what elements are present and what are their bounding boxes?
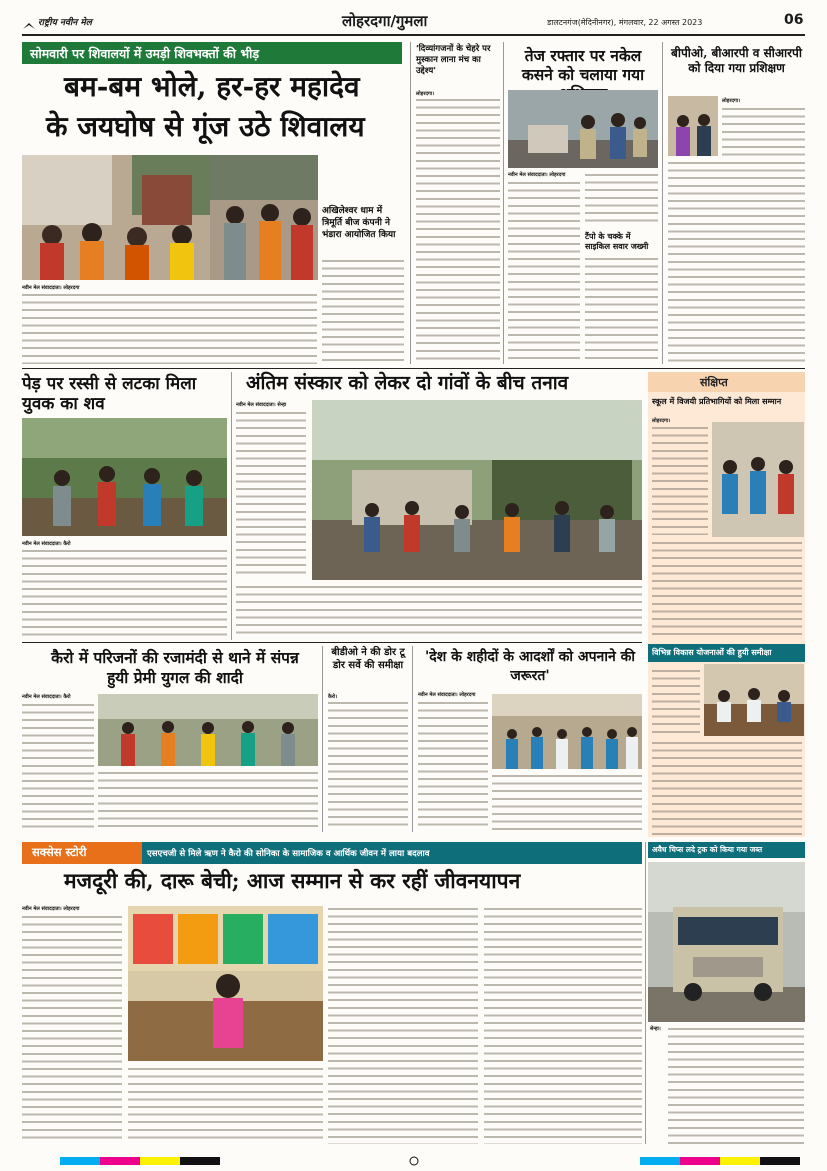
- brief-label: संक्षिप्त: [700, 376, 728, 389]
- lead-side-body: [322, 258, 404, 364]
- lead-headline-2: के जयघोष से गूंज उठे शिवालय: [46, 110, 365, 143]
- brief-photo-meeting: [704, 664, 804, 736]
- hanging-headline: पेड़ पर रस्सी से लटका मिला युवक का शव: [22, 374, 197, 414]
- paper-logo-icon: [22, 16, 36, 26]
- marriage-body-right: [98, 770, 318, 830]
- bdo-headline: बीडीओ ने की डोर टू डोर सर्वे की समीक्षा: [331, 647, 405, 671]
- martyrs-body-left: [418, 700, 488, 830]
- brief-dateline: लोहरदगा।: [652, 418, 671, 424]
- hanging-byline: नवीन मेल संवाददाता। कैरो: [22, 541, 71, 547]
- success-body-4: [484, 906, 642, 1144]
- success-byline: नवीन मेल संवाददाता। लोहरदगा: [22, 906, 80, 912]
- success-headline: मजदूरी की, दारू बेची; आज सम्मान से कर रहीं जीवनयापन: [64, 868, 521, 893]
- success-photo-shop: [128, 906, 323, 1061]
- funeral-body-left: [236, 410, 306, 578]
- bdo-dateline: कैरो।: [328, 694, 338, 700]
- success-body-1: [22, 914, 122, 1144]
- nakel-subhead: टैंपो के चक्के में साइकिल सवार जख्मी: [585, 231, 649, 251]
- bpo-photo: [668, 96, 718, 156]
- brief-body: [652, 540, 802, 640]
- brief-body-left: [652, 425, 708, 535]
- dateline: डालटनगंज(मेदिनीनगर), मंगलवार, 22 अगस्त 2023: [547, 18, 703, 27]
- page-number: 06: [784, 12, 804, 28]
- martyrs-headline: 'देश के शहीदों के आदर्शों को अपनाने की जरूरत': [425, 649, 635, 684]
- lead-photo-bhandara: [210, 155, 318, 280]
- lead-side-headline: अखिलेश्वर धाम में त्रिमूर्ति बीज कंपनी ने भंडारा आयोजित किया: [322, 206, 396, 240]
- marriage-headline: कैरो में परिजनों की रजामंदी से थाने में संपन्न हुयी प्रेमी युगल की शादी: [51, 648, 299, 687]
- martyrs-body-right: [492, 773, 642, 830]
- brief-headline: स्कूल में विजयी प्रतिभागियों को मिला सम्मान: [652, 396, 782, 406]
- success-body-2: [128, 1066, 323, 1144]
- funeral-headline: अंतिम संस्कार को लेकर दो गांवों के बीच तनाव: [246, 372, 569, 394]
- bpo-dateline: लोहरदगा।: [722, 98, 741, 104]
- disabled-headline: 'दिव्यांगजनों के चेहरे पर मुस्कान लाना मंच का उद्देश्य': [416, 44, 491, 76]
- nakel-body-left: [508, 180, 580, 364]
- lead-body: [22, 292, 317, 364]
- marriage-photo: [98, 694, 318, 766]
- martyrs-byline: नवीन मेल संवाददाता। लोहरदगा: [418, 692, 476, 698]
- marriage-body-left: [22, 702, 94, 830]
- success-strap: एसएचजी से मिले ऋण ने कैरो की सोनिका के सामाजिक व आर्थिक जीवन में लाया बदलाव: [147, 849, 430, 859]
- nakel-headline: तेज रफ्तार पर नकेल कसने को चलाया गया: [521, 46, 645, 84]
- hanging-photo: [22, 418, 227, 536]
- hanging-body: [22, 548, 227, 638]
- bpo-headline: बीपीओ, बीआरपी व सीआरपी को दिया गया प्रशिक्षण: [671, 46, 802, 75]
- paper-name: राष्ट्रीय नवीन मेल: [38, 18, 92, 28]
- nakel-byline: नवीन मेल संवाददाता। लोहरदगा: [508, 172, 566, 178]
- nakel-subhead-body: [585, 256, 658, 364]
- bdo-body: [328, 700, 408, 830]
- disabled-body: [416, 97, 500, 364]
- nakel-photo: [508, 90, 658, 168]
- lead-byline: नवीन मेल संवाददाता। लोहरदगा: [22, 285, 80, 291]
- truck-dateline: सेन्हा।: [650, 1026, 661, 1032]
- color-registration-strip: [0, 1152, 827, 1164]
- funeral-byline: नवीन मेल संवाददाता। सेन्हा: [236, 402, 287, 408]
- brief-subhead-body: [652, 740, 802, 835]
- success-body-3: [328, 906, 478, 1144]
- martyrs-photo: [492, 694, 642, 769]
- brief-subhead-body-left: [652, 668, 700, 734]
- nakel-body-right: [585, 172, 658, 227]
- brief-photo-students: [712, 422, 804, 537]
- disabled-dateline: लोहरदगा।: [416, 91, 435, 97]
- brief-subhead: विभिन्न विकास योजनाओं की हुयी समीक्षा: [652, 647, 772, 657]
- funeral-photo: [312, 400, 642, 580]
- lead-kicker: सोमवारी पर शिवालयों में उमड़ी शिवभक्तों की भीड़: [30, 46, 260, 61]
- marriage-byline: नवीन मेल संवाददाता। कैरो: [22, 694, 71, 700]
- funeral-body-bottom: [236, 584, 642, 638]
- truck-body: [668, 1026, 804, 1144]
- truck-headline: अवैध चिप्स लदे ट्रक को किया गया जब्त: [652, 845, 763, 854]
- bpo-body: [668, 160, 805, 364]
- truck-photo: [648, 862, 805, 1022]
- lead-headline-1: बम-बम भोले, हर-हर महादेव: [64, 70, 360, 103]
- bpo-body-top: [722, 106, 805, 156]
- section-title: लोहरदगा/गुमला: [342, 12, 428, 30]
- success-badge: सक्सेस स्टोरी: [32, 845, 87, 859]
